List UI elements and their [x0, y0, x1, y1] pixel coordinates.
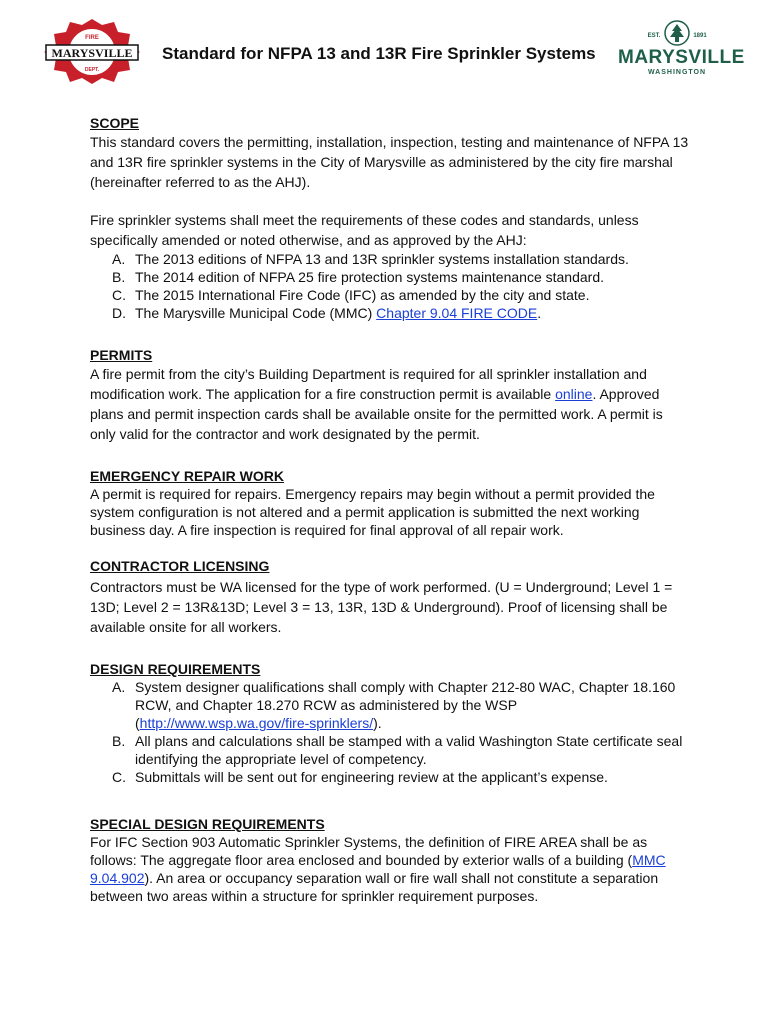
- scope-code-list: [90, 250, 690, 322]
- online-permit-link[interactable]: online: [555, 386, 593, 402]
- list-marker: C.: [112, 769, 126, 785]
- scope-heading: SCOPE: [90, 115, 140, 131]
- wsp-fire-sprinklers-link[interactable]: http://www.wsp.wa.gov/fire-sprinklers/: [139, 715, 374, 731]
- list-item-text: The 2014 edition of NFPA 25 fire protection systems maintenance standard.: [135, 269, 604, 285]
- list-item: [90, 678, 690, 732]
- document-title: Standard for NFPA 13 and 13R Fire Sprinkler Systems: [162, 44, 596, 63]
- list-item-text: The 2013 editions of NFPA 13 and 13R sprinkler systems installation standards.: [135, 251, 629, 267]
- contractor-licensing-section: [90, 557, 690, 637]
- fire-badge-icon: [40, 16, 144, 86]
- mmc-fire-area-link[interactable]: MMC 9.04.902: [90, 852, 666, 886]
- special-design-heading: SPECIAL DESIGN REQUIREMENTS: [90, 816, 325, 832]
- list-item-text: The Marysville Municipal Code (MMC): [135, 305, 377, 321]
- design-requirements-list: [90, 678, 690, 786]
- city-logo: [618, 20, 745, 90]
- fire-department-logo: [40, 16, 144, 86]
- contractor-licensing-paragraph: Contractors must be WA licensed for the type of work performed. (U = Underground; Level 1 = 13D; Level 2 = 13R&13D; Level 3 = 13, 13R, 13D & Underground). Proof of licensing shall be available onsite for all workers.: [90, 579, 673, 635]
- city-logo-state: WASHINGTON: [647, 69, 707, 76]
- list-item: [90, 286, 690, 304]
- list-item-suffix: .: [537, 305, 542, 321]
- permits-section: [90, 346, 690, 444]
- special-design-paragraph: [90, 833, 690, 905]
- list-marker: B.: [112, 269, 126, 285]
- list-marker: A.: [112, 679, 126, 695]
- list-marker: A.: [112, 251, 126, 267]
- list-marker: D.: [112, 305, 126, 321]
- permits-heading: PERMITS: [90, 347, 153, 363]
- list-item: [90, 250, 690, 268]
- list-item-text: System designer qualifications shall comply with Chapter 212-80 WAC, Chapter 18.160 RCW, and Chapter 18.270 RCW as administered by the WSP (: [135, 679, 676, 731]
- list-marker: B.: [112, 733, 126, 749]
- permits-paragraph: [90, 364, 690, 444]
- list-item: [90, 268, 690, 286]
- scope-section: [90, 114, 690, 322]
- design-requirements-heading: DESIGN REQUIREMENTS: [90, 661, 261, 677]
- city-est-label: EST.: [647, 33, 661, 39]
- city-logo-name: MARYSVILLE: [618, 47, 745, 68]
- fire-badge-bottom-text: DEPT.: [84, 67, 100, 73]
- special-design-section: [90, 815, 690, 905]
- scope-intro: Fire sprinkler systems shall meet the requirements of these codes and standards, unless specifically amended or noted otherwise, and as approved by the AHJ:: [90, 212, 639, 248]
- scope-paragraph: This standard covers the permitting, installation, inspection, testing and maintenance of NFPA 13 and 13R fire sprinkler systems in the City of Marysville as administered by the city fire marshal (hereinafter referred to as the AHJ).: [90, 134, 689, 190]
- tree-emblem-icon: [639, 20, 715, 46]
- list-item: [90, 768, 690, 786]
- design-requirements-section: [90, 660, 690, 786]
- list-item-text: Submittals will be sent out for engineering review at the applicant’s expense.: [135, 769, 608, 785]
- special-design-text: For IFC Section 903 Automatic Sprinkler Systems, the definition of FIRE AREA shall be as follows: The aggregate floor area enclosed and bounded by exterior walls of a building (: [90, 834, 648, 868]
- emergency-repair-paragraph: A permit is required for repairs. Emergency repairs may begin without a permit provided the system configuration is not altered and a permit application is submitted the next working business day. A fire inspection is required for final approval of all repair work.: [90, 486, 655, 538]
- permits-text: A fire permit from the city’s Building Department is required for all sprinkler installation and modification work. The application for a fire construction permit is available: [90, 366, 647, 402]
- list-item-text: The 2015 International Fire Code (IFC) as amended by the city and state.: [135, 287, 590, 303]
- list-marker: C.: [112, 287, 126, 303]
- special-design-text-continued: ). An area or occupancy separation wall or fire wall shall not constitute a separation between two areas within a structure for sprinkler requirement purposes.: [90, 870, 659, 904]
- fire-code-chapter-link[interactable]: Chapter 9.04 FIRE CODE: [376, 305, 538, 321]
- fire-badge-name-text: MARYSVILLE: [51, 46, 133, 60]
- permits-text-continued: . Approved plans and permit inspection cards shall be available onsite for the permitted work. A permit is only valid for the contractor and work designated by the permit.: [90, 386, 663, 442]
- list-item: [90, 732, 690, 768]
- contractor-licensing-heading: CONTRACTOR LICENSING: [90, 558, 270, 574]
- list-item-text: All plans and calculations shall be stamped with a valid Washington State certificate seal identifying the appropriate level of competency.: [135, 733, 683, 767]
- list-item: [90, 304, 690, 322]
- emergency-repair-heading: EMERGENCY REPAIR WORK: [90, 468, 284, 484]
- city-est-year: 1891: [693, 33, 707, 39]
- fire-badge-top-text: FIRE: [85, 35, 99, 41]
- list-item-suffix: ).: [373, 715, 382, 731]
- emergency-repair-section: [90, 467, 690, 539]
